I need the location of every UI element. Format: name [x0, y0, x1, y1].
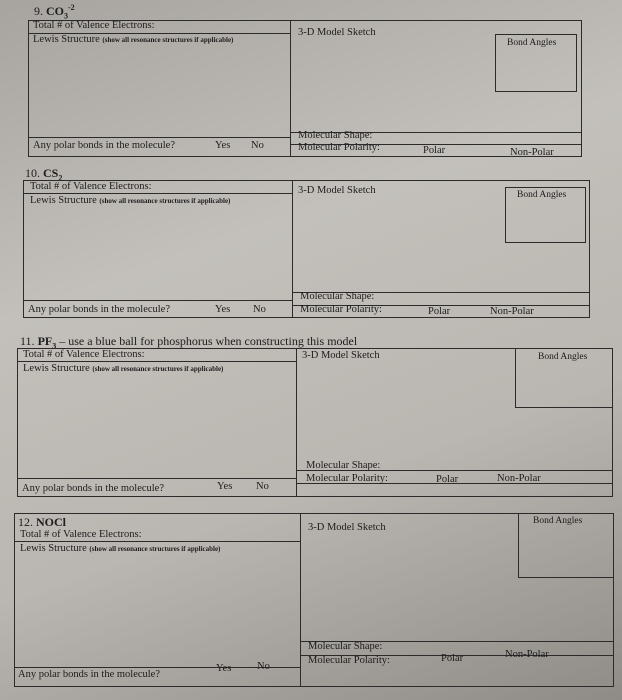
yes-option[interactable]: Yes — [215, 140, 231, 151]
valence-electrons-label: Total # of Valence Electrons: — [23, 349, 145, 360]
problem-title: 12. NOCl — [18, 515, 66, 529]
valence-electrons-label: Total # of Valence Electrons: — [20, 529, 142, 540]
molecular-shape-label: Molecular Shape: — [298, 130, 373, 141]
sketch-label: 3-D Model Sketch — [298, 185, 376, 196]
polar-bonds-question: Any polar bonds in the molecule? — [28, 304, 171, 315]
bond-angles-label: Bond Angles — [517, 190, 567, 200]
nonpolar-option[interactable]: Non-Polar — [497, 473, 541, 484]
polar-option[interactable]: Polar — [423, 145, 446, 156]
sketch-label: 3-D Model Sketch — [302, 350, 380, 361]
yes-option[interactable]: Yes — [217, 481, 233, 492]
molecular-polarity-label: Molecular Polarity: — [300, 304, 382, 315]
molecular-shape-label: Molecular Shape: — [308, 641, 383, 652]
no-option[interactable]: No — [257, 661, 270, 672]
bond-angles-label: Bond Angles — [533, 516, 583, 526]
bond-angles-label: Bond Angles — [507, 38, 557, 48]
polar-option[interactable]: Polar — [441, 653, 464, 664]
molecular-polarity-label: Molecular Polarity: — [308, 655, 390, 666]
no-option[interactable]: No — [256, 481, 269, 492]
sketch-label: 3-D Model Sketch — [298, 27, 376, 38]
nonpolar-option[interactable]: Non-Polar — [490, 306, 534, 317]
polar-option[interactable]: Polar — [436, 474, 459, 485]
molecular-polarity-label: Molecular Polarity: — [306, 473, 388, 484]
valence-electrons-label: Total # of Valence Electrons: — [33, 20, 155, 31]
lewis-structure-label: Lewis Structure (show all resonance structures if applicable) — [33, 34, 234, 45]
lewis-structure-label: Lewis Structure (show all resonance structures if applicable) — [23, 363, 224, 374]
yes-option[interactable]: Yes — [216, 663, 232, 674]
polar-bonds-question: Any polar bonds in the molecule? — [18, 669, 161, 680]
problem-title: 9. $CO_3^{-2}$ — [34, 3, 75, 21]
lewis-structure-label: Lewis Structure (show all resonance structures if applicable) — [20, 543, 221, 554]
bond-angles-label: Bond Angles — [538, 352, 588, 362]
yes-option[interactable]: Yes — [215, 304, 231, 315]
no-option[interactable]: No — [251, 140, 264, 151]
polar-bonds-question: Any polar bonds in the molecule? — [22, 483, 165, 494]
lewis-structure-label: Lewis Structure (show all resonance structures if applicable) — [30, 195, 231, 206]
nonpolar-option[interactable]: Non-Polar — [510, 147, 554, 158]
molecular-shape-label: Molecular Shape: — [306, 460, 381, 471]
valence-electrons-label: Total # of Valence Electrons: — [30, 181, 152, 192]
molecular-shape-label: Molecular Shape: — [300, 291, 375, 302]
nonpolar-option[interactable]: Non-Polar — [505, 649, 549, 660]
no-option[interactable]: No — [253, 304, 266, 315]
polar-bonds-question: Any polar bonds in the molecule? — [33, 140, 176, 151]
polar-option[interactable]: Polar — [428, 306, 451, 317]
problem-title: 10. $CS_2$ — [25, 166, 63, 183]
problem-title: 11. $PF_3$ – use a blue ball for phosphorus when constructing this model — [20, 334, 358, 351]
molecular-polarity-label: Molecular Polarity: — [298, 142, 380, 153]
sketch-label: 3-D Model Sketch — [308, 522, 386, 533]
